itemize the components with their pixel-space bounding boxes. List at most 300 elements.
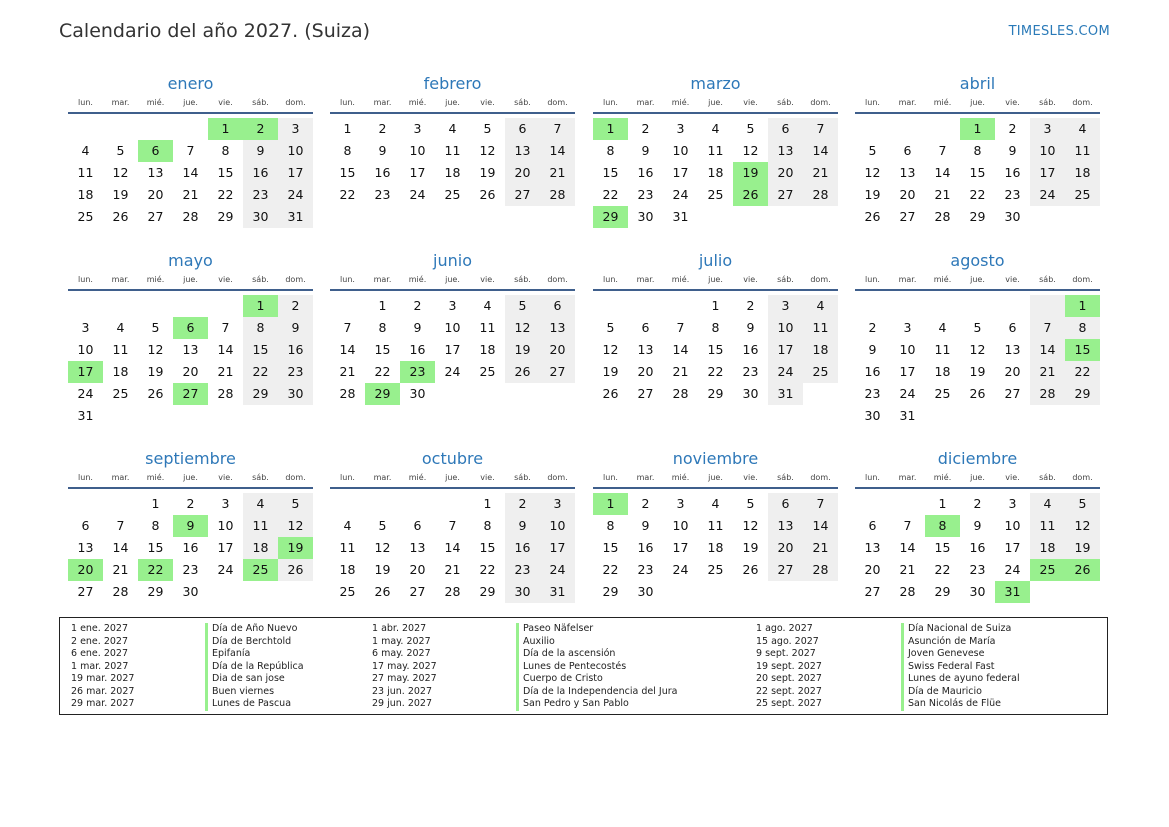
day-cell[interactable]: 17 [540,537,575,559]
day-cell[interactable]: 31 [899,408,916,423]
day-cell[interactable]: 5 [606,320,615,335]
day-cell[interactable]: 21 [803,537,838,559]
day-cell[interactable]: 15 [707,342,724,357]
day-cell[interactable]: 20 [540,339,575,361]
day-cell[interactable]: 30 [243,206,278,228]
day-cell[interactable]: 24 [278,184,313,206]
day-cell[interactable]: 5 [868,143,877,158]
day-cell[interactable]: 11 [112,342,129,357]
day-cell[interactable]: 25 [1065,184,1100,206]
day-cell[interactable]: 2 [641,121,650,136]
day-cell[interactable]: 31 [77,408,94,423]
day-cell[interactable]: 11 [803,317,838,339]
day-cell[interactable]: 14 [934,165,951,180]
day-cell[interactable]: 8 [151,518,160,533]
day-cell[interactable]: 9 [746,320,755,335]
day-cell[interactable]: 28 [672,386,689,401]
holiday-day-cell[interactable]: 31 [995,581,1030,603]
day-cell[interactable]: 26 [864,209,881,224]
day-cell[interactable]: 7 [116,518,125,533]
day-cell[interactable]: 21 [672,364,689,379]
day-cell[interactable]: 11 [444,143,461,158]
day-cell[interactable]: 28 [1030,383,1065,405]
day-cell[interactable]: 27 [768,184,803,206]
day-cell[interactable]: 16 [182,540,199,555]
day-cell[interactable]: 24 [672,562,689,577]
day-cell[interactable]: 29 [707,386,724,401]
day-cell[interactable]: 17 [672,165,689,180]
day-cell[interactable]: 9 [641,518,650,533]
holiday-day-cell[interactable]: 26 [733,184,768,206]
day-cell[interactable]: 5 [746,496,755,511]
day-cell[interactable]: 13 [1004,342,1021,357]
day-cell[interactable]: 22 [479,562,496,577]
day-cell[interactable]: 27 [1004,386,1021,401]
day-cell[interactable]: 16 [637,540,654,555]
day-cell[interactable]: 24 [1030,184,1065,206]
day-cell[interactable]: 6 [768,493,803,515]
day-cell[interactable]: 29 [934,584,951,599]
day-cell[interactable]: 19 [602,364,619,379]
day-cell[interactable]: 6 [540,295,575,317]
day-cell[interactable]: 28 [444,584,461,599]
day-cell[interactable]: 12 [742,143,759,158]
day-cell[interactable]: 8 [483,518,492,533]
day-cell[interactable]: 12 [479,143,496,158]
day-cell[interactable]: 15 [243,339,278,361]
day-cell[interactable]: 16 [637,165,654,180]
day-cell[interactable]: 6 [505,118,540,140]
day-cell[interactable]: 15 [969,165,986,180]
day-cell[interactable]: 2 [378,121,387,136]
day-cell[interactable]: 30 [637,584,654,599]
day-cell[interactable]: 26 [374,584,391,599]
holiday-day-cell[interactable]: 8 [925,515,960,537]
day-cell[interactable]: 21 [1030,361,1065,383]
day-cell[interactable]: 10 [672,518,689,533]
day-cell[interactable]: 3 [278,118,313,140]
day-cell[interactable]: 3 [540,493,575,515]
day-cell[interactable]: 6 [768,118,803,140]
day-cell[interactable]: 7 [448,518,457,533]
day-cell[interactable]: 13 [147,165,164,180]
day-cell[interactable]: 6 [413,518,422,533]
day-cell[interactable]: 28 [803,559,838,581]
day-cell[interactable]: 7 [803,493,838,515]
day-cell[interactable]: 1 [483,496,492,511]
day-cell[interactable]: 23 [505,559,540,581]
day-cell[interactable]: 13 [864,540,881,555]
day-cell[interactable]: 24 [77,386,94,401]
day-cell[interactable]: 6 [81,518,90,533]
day-cell[interactable]: 18 [707,540,724,555]
day-cell[interactable]: 14 [1030,339,1065,361]
day-cell[interactable]: 16 [409,342,426,357]
day-cell[interactable]: 15 [147,540,164,555]
day-cell[interactable]: 8 [711,320,720,335]
day-cell[interactable]: 12 [969,342,986,357]
day-cell[interactable]: 23 [182,562,199,577]
holiday-day-cell[interactable]: 25 [1030,559,1065,581]
day-cell[interactable]: 2 [413,298,422,313]
holiday-day-cell[interactable]: 1 [243,295,278,317]
day-cell[interactable]: 18 [243,537,278,559]
day-cell[interactable]: 4 [711,496,720,511]
day-cell[interactable]: 9 [505,515,540,537]
day-cell[interactable]: 18 [1065,162,1100,184]
day-cell[interactable]: 28 [934,209,951,224]
holiday-day-cell[interactable]: 17 [68,361,103,383]
day-cell[interactable]: 15 [602,165,619,180]
day-cell[interactable]: 9 [413,320,422,335]
day-cell[interactable]: 21 [540,162,575,184]
day-cell[interactable]: 7 [676,320,685,335]
day-cell[interactable]: 11 [934,342,951,357]
holiday-day-cell[interactable]: 22 [138,559,173,581]
day-cell[interactable]: 14 [182,165,199,180]
day-cell[interactable]: 15 [217,165,234,180]
day-cell[interactable]: 25 [707,562,724,577]
day-cell[interactable]: 18 [1030,537,1065,559]
day-cell[interactable]: 5 [483,121,492,136]
day-cell[interactable]: 17 [899,364,916,379]
day-cell[interactable]: 23 [637,187,654,202]
day-cell[interactable]: 21 [934,187,951,202]
day-cell[interactable]: 31 [768,383,803,405]
day-cell[interactable]: 8 [973,143,982,158]
day-cell[interactable]: 17 [444,342,461,357]
day-cell[interactable]: 5 [973,320,982,335]
day-cell[interactable]: 20 [768,162,803,184]
day-cell[interactable]: 18 [707,165,724,180]
holiday-day-cell[interactable]: 1 [960,118,995,140]
day-cell[interactable]: 16 [1004,165,1021,180]
day-cell[interactable]: 27 [637,386,654,401]
day-cell[interactable]: 12 [112,165,129,180]
day-cell[interactable]: 11 [339,540,356,555]
day-cell[interactable]: 3 [448,298,457,313]
day-cell[interactable]: 21 [339,364,356,379]
day-cell[interactable]: 4 [116,320,125,335]
day-cell[interactable]: 20 [409,562,426,577]
day-cell[interactable]: 24 [672,187,689,202]
day-cell[interactable]: 18 [77,187,94,202]
day-cell[interactable]: 18 [934,364,951,379]
holiday-day-cell[interactable]: 27 [173,383,208,405]
day-cell[interactable]: 25 [112,386,129,401]
holiday-day-cell[interactable]: 1 [1065,295,1100,317]
day-cell[interactable]: 5 [505,295,540,317]
day-cell[interactable]: 27 [899,209,916,224]
day-cell[interactable]: 4 [711,121,720,136]
day-cell[interactable]: 14 [444,540,461,555]
day-cell[interactable]: 11 [243,515,278,537]
day-cell[interactable]: 10 [409,143,426,158]
day-cell[interactable]: 1 [151,496,160,511]
holiday-day-cell[interactable]: 1 [208,118,243,140]
holiday-day-cell[interactable]: 1 [593,493,628,515]
day-cell[interactable]: 1 [711,298,720,313]
day-cell[interactable]: 19 [742,540,759,555]
day-cell[interactable]: 7 [221,320,230,335]
holiday-day-cell[interactable]: 29 [365,383,400,405]
day-cell[interactable]: 21 [112,562,129,577]
day-cell[interactable]: 31 [540,581,575,603]
day-cell[interactable]: 27 [505,184,540,206]
day-cell[interactable]: 17 [1030,162,1065,184]
day-cell[interactable]: 4 [483,298,492,313]
day-cell[interactable]: 24 [540,559,575,581]
day-cell[interactable]: 24 [217,562,234,577]
day-cell[interactable]: 10 [899,342,916,357]
holiday-day-cell[interactable]: 19 [278,537,313,559]
day-cell[interactable]: 2 [505,493,540,515]
holiday-day-cell[interactable]: 1 [593,118,628,140]
holiday-day-cell[interactable]: 23 [400,361,435,383]
day-cell[interactable]: 29 [243,383,278,405]
day-cell[interactable]: 26 [742,562,759,577]
day-cell[interactable]: 11 [1030,515,1065,537]
day-cell[interactable]: 3 [81,320,90,335]
day-cell[interactable]: 10 [444,320,461,335]
day-cell[interactable]: 20 [637,364,654,379]
day-cell[interactable]: 27 [540,361,575,383]
day-cell[interactable]: 13 [77,540,94,555]
day-cell[interactable]: 1 [343,121,352,136]
day-cell[interactable]: 14 [112,540,129,555]
day-cell[interactable]: 13 [637,342,654,357]
day-cell[interactable]: 23 [374,187,391,202]
day-cell[interactable]: 20 [899,187,916,202]
day-cell[interactable]: 16 [243,162,278,184]
day-cell[interactable]: 24 [444,364,461,379]
day-cell[interactable]: 11 [479,320,496,335]
day-cell[interactable]: 8 [343,143,352,158]
day-cell[interactable]: 23 [969,562,986,577]
day-cell[interactable]: 3 [413,121,422,136]
day-cell[interactable]: 19 [969,364,986,379]
day-cell[interactable]: 24 [768,361,803,383]
day-cell[interactable]: 14 [803,140,838,162]
day-cell[interactable]: 26 [479,187,496,202]
day-cell[interactable]: 9 [1008,143,1017,158]
day-cell[interactable]: 7 [343,320,352,335]
day-cell[interactable]: 2 [278,295,313,317]
day-cell[interactable]: 11 [77,165,94,180]
day-cell[interactable]: 23 [278,361,313,383]
day-cell[interactable]: 13 [540,317,575,339]
day-cell[interactable]: 22 [374,364,391,379]
day-cell[interactable]: 14 [672,342,689,357]
day-cell[interactable]: 25 [77,209,94,224]
day-cell[interactable]: 19 [112,187,129,202]
day-cell[interactable]: 9 [243,140,278,162]
day-cell[interactable]: 19 [479,165,496,180]
day-cell[interactable]: 19 [1065,537,1100,559]
day-cell[interactable]: 1 [378,298,387,313]
day-cell[interactable]: 18 [803,339,838,361]
holiday-day-cell[interactable]: 6 [138,140,173,162]
day-cell[interactable]: 5 [746,121,755,136]
day-cell[interactable]: 30 [409,386,426,401]
day-cell[interactable]: 14 [899,540,916,555]
day-cell[interactable]: 16 [374,165,391,180]
day-cell[interactable]: 29 [479,584,496,599]
day-cell[interactable]: 12 [278,515,313,537]
day-cell[interactable]: 16 [505,537,540,559]
day-cell[interactable]: 28 [540,184,575,206]
day-cell[interactable]: 31 [278,206,313,228]
day-cell[interactable]: 8 [243,317,278,339]
day-cell[interactable]: 12 [147,342,164,357]
day-cell[interactable]: 11 [707,518,724,533]
day-cell[interactable]: 6 [903,143,912,158]
day-cell[interactable]: 25 [479,364,496,379]
day-cell[interactable]: 17 [672,540,689,555]
day-cell[interactable]: 13 [505,140,540,162]
day-cell[interactable]: 23 [243,184,278,206]
day-cell[interactable]: 18 [339,562,356,577]
day-cell[interactable]: 10 [540,515,575,537]
day-cell[interactable]: 25 [339,584,356,599]
day-cell[interactable]: 28 [217,386,234,401]
day-cell[interactable]: 21 [182,187,199,202]
day-cell[interactable]: 25 [803,361,838,383]
day-cell[interactable]: 3 [1008,496,1017,511]
day-cell[interactable]: 5 [151,320,160,335]
day-cell[interactable]: 6 [641,320,650,335]
day-cell[interactable]: 4 [803,295,838,317]
day-cell[interactable]: 24 [899,386,916,401]
day-cell[interactable]: 30 [742,386,759,401]
day-cell[interactable]: 7 [803,118,838,140]
holiday-day-cell[interactable]: 25 [243,559,278,581]
day-cell[interactable]: 15 [479,540,496,555]
day-cell[interactable]: 23 [864,386,881,401]
day-cell[interactable]: 22 [217,187,234,202]
day-cell[interactable]: 3 [676,121,685,136]
day-cell[interactable]: 14 [217,342,234,357]
day-cell[interactable]: 28 [803,184,838,206]
holiday-day-cell[interactable]: 26 [1065,559,1100,581]
day-cell[interactable]: 2 [746,298,755,313]
day-cell[interactable]: 20 [1004,364,1021,379]
day-cell[interactable]: 12 [864,165,881,180]
day-cell[interactable]: 25 [444,187,461,202]
day-cell[interactable]: 10 [217,518,234,533]
day-cell[interactable]: 10 [672,143,689,158]
day-cell[interactable]: 27 [768,559,803,581]
holiday-day-cell[interactable]: 9 [173,515,208,537]
day-cell[interactable]: 27 [77,584,94,599]
day-cell[interactable]: 2 [1008,121,1017,136]
holiday-day-cell[interactable]: 29 [593,206,628,228]
day-cell[interactable]: 26 [602,386,619,401]
day-cell[interactable]: 20 [768,537,803,559]
day-cell[interactable]: 8 [606,518,615,533]
day-cell[interactable]: 16 [278,339,313,361]
day-cell[interactable]: 7 [938,143,947,158]
day-cell[interactable]: 7 [186,143,195,158]
day-cell[interactable]: 17 [278,162,313,184]
day-cell[interactable]: 4 [243,493,278,515]
day-cell[interactable]: 4 [938,320,947,335]
day-cell[interactable]: 22 [707,364,724,379]
day-cell[interactable]: 7 [540,118,575,140]
day-cell[interactable]: 19 [147,364,164,379]
day-cell[interactable]: 12 [602,342,619,357]
day-cell[interactable]: 17 [1004,540,1021,555]
day-cell[interactable]: 14 [339,342,356,357]
day-cell[interactable]: 8 [221,143,230,158]
day-cell[interactable]: 23 [637,562,654,577]
day-cell[interactable]: 16 [742,342,759,357]
day-cell[interactable]: 19 [864,187,881,202]
day-cell[interactable]: 4 [1065,118,1100,140]
day-cell[interactable]: 20 [864,562,881,577]
day-cell[interactable]: 8 [1065,317,1100,339]
day-cell[interactable]: 4 [343,518,352,533]
day-cell[interactable]: 26 [278,559,313,581]
day-cell[interactable]: 27 [147,209,164,224]
day-cell[interactable]: 30 [278,383,313,405]
day-cell[interactable]: 27 [409,584,426,599]
day-cell[interactable]: 15 [339,165,356,180]
day-cell[interactable]: 15 [602,540,619,555]
day-cell[interactable]: 30 [182,584,199,599]
holiday-day-cell[interactable]: 2 [243,118,278,140]
day-cell[interactable]: 14 [803,515,838,537]
day-cell[interactable]: 11 [707,143,724,158]
day-cell[interactable]: 12 [742,518,759,533]
day-cell[interactable]: 6 [1008,320,1017,335]
day-cell[interactable]: 3 [676,496,685,511]
day-cell[interactable]: 22 [339,187,356,202]
day-cell[interactable]: 15 [934,540,951,555]
day-cell[interactable]: 3 [1030,118,1065,140]
day-cell[interactable]: 25 [934,386,951,401]
day-cell[interactable]: 21 [444,562,461,577]
day-cell[interactable]: 28 [899,584,916,599]
day-cell[interactable]: 10 [768,317,803,339]
day-cell[interactable]: 30 [505,581,540,603]
holiday-day-cell[interactable]: 19 [733,162,768,184]
day-cell[interactable]: 20 [182,364,199,379]
day-cell[interactable]: 25 [707,187,724,202]
day-cell[interactable]: 2 [186,496,195,511]
day-cell[interactable]: 29 [969,209,986,224]
day-cell[interactable]: 12 [505,317,540,339]
day-cell[interactable]: 18 [112,364,129,379]
day-cell[interactable]: 13 [768,515,803,537]
day-cell[interactable]: 19 [505,339,540,361]
day-cell[interactable]: 20 [505,162,540,184]
day-cell[interactable]: 24 [409,187,426,202]
day-cell[interactable]: 16 [864,364,881,379]
day-cell[interactable]: 14 [540,140,575,162]
day-cell[interactable]: 28 [339,386,356,401]
day-cell[interactable]: 12 [374,540,391,555]
day-cell[interactable]: 22 [602,562,619,577]
day-cell[interactable]: 15 [374,342,391,357]
day-cell[interactable]: 30 [637,209,654,224]
day-cell[interactable]: 30 [1004,209,1021,224]
day-cell[interactable]: 9 [378,143,387,158]
day-cell[interactable]: 8 [378,320,387,335]
day-cell[interactable]: 23 [1004,187,1021,202]
day-cell[interactable]: 4 [448,121,457,136]
day-cell[interactable]: 30 [969,584,986,599]
